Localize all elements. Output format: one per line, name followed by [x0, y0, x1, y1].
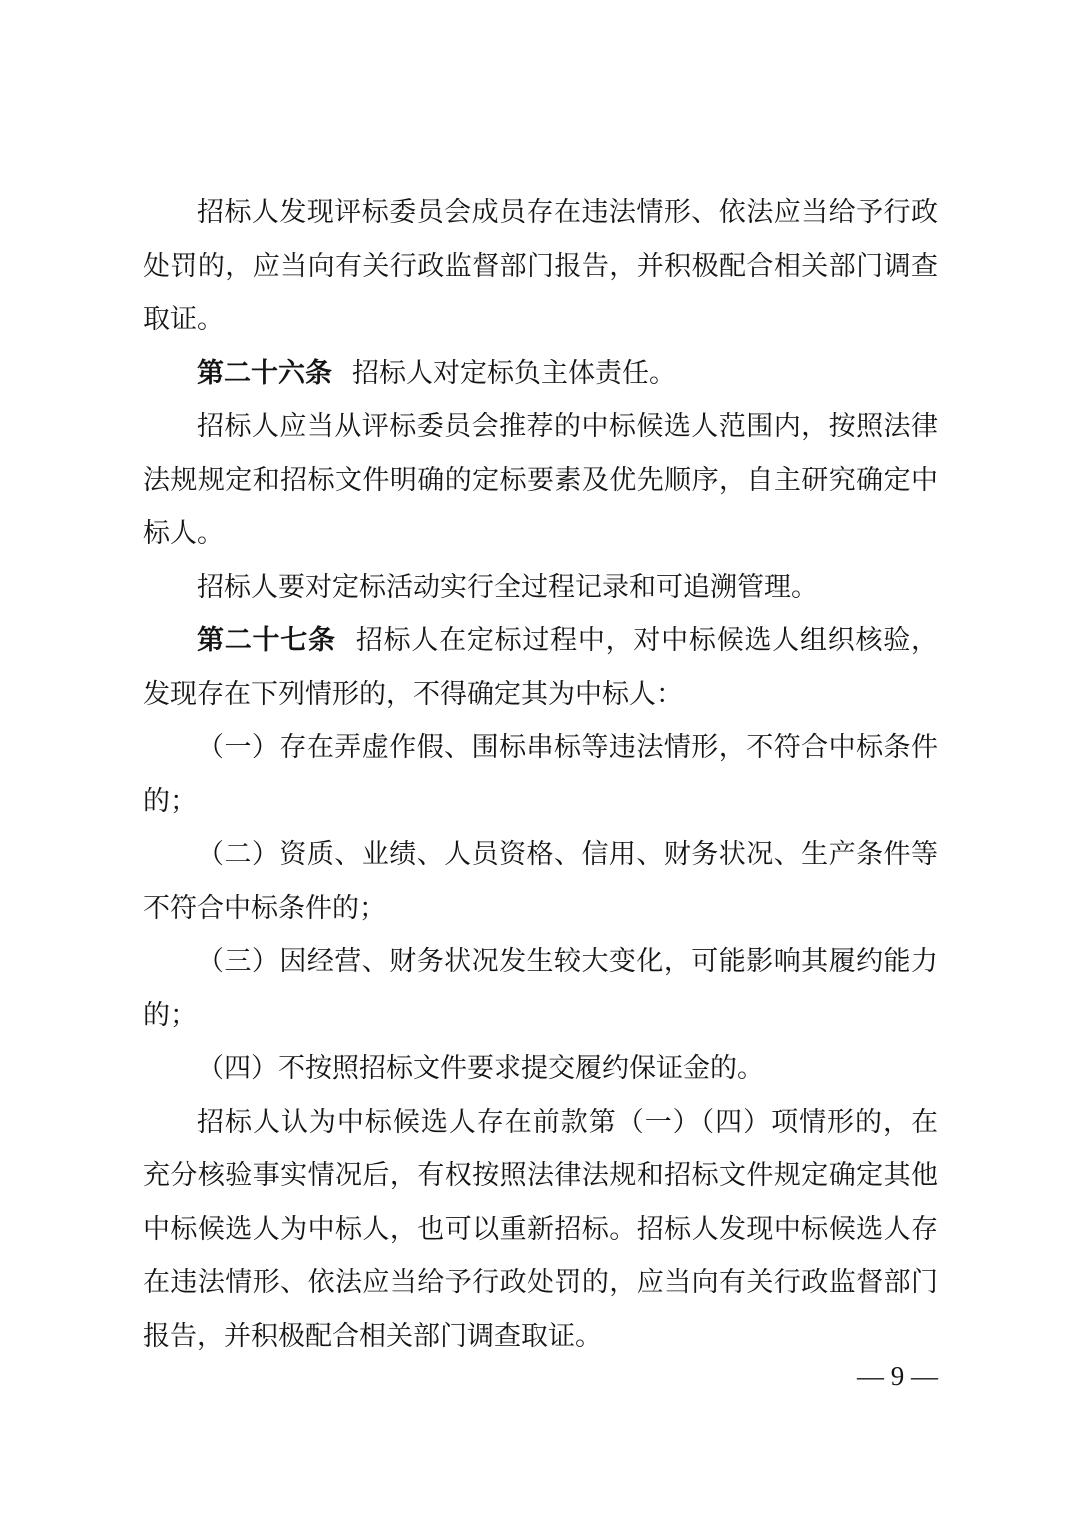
paragraph-text: 招标人应当从评标委员会推荐的中标候选人范围内，按照法律法规规定和招标文件明确的定标要素及优先顺序，自主研究确定中标人。	[143, 411, 938, 548]
paragraph	[143, 186, 938, 347]
paragraph-text: 招标人要对定标活动实行全过程记录和可追溯管理。	[197, 571, 818, 602]
page-number: — 9 —	[857, 1361, 938, 1391]
paragraph-text: 招标人在定标过程中，对中标候选人组织核验，发现存在下列情形的，不得确定其为中标人：	[143, 625, 939, 709]
paragraph-item-4	[143, 1042, 938, 1096]
paragraph-article-27	[143, 614, 938, 721]
paragraph-item-1	[143, 721, 938, 828]
paragraph-text: （一）存在弄虚作假、围标串标等违法情形，不符合中标条件的；	[143, 732, 938, 816]
paragraph-item-2	[143, 828, 938, 935]
paragraph-article-26	[143, 347, 938, 401]
paragraph	[143, 561, 938, 615]
paragraph-text: 招标人认为中标候选人存在前款第（一）（四）项情形的，在充分核验事实情况后，有权按照法律法规和招标文件规定确定其他中标候选人为中标人，也可以重新招标。招标人发现中标候选人存在违法情形、依法应当给予行政处罚的，应当向有关行政监督部门报告，并积极配合相关部门调查取证。	[143, 1106, 938, 1351]
paragraph-text: 招标人对定标负主体责任。	[352, 357, 676, 388]
paragraph-text: 招标人发现评标委员会成员存在违法情形、依法应当给予行政处罚的，应当向有关行政监督部门报告，并积极配合相关部门调查取证。	[143, 197, 938, 334]
paragraph	[143, 400, 938, 561]
article-number: 第二十七条	[197, 625, 336, 655]
paragraph	[143, 1096, 938, 1364]
paragraph-text: （三）因经营、财务状况发生较大变化，可能影响其履约能力的；	[143, 946, 938, 1030]
document-body	[143, 186, 938, 1390]
paragraph-text: （四）不按照招标文件要求提交履约保证金的。	[197, 1053, 764, 1083]
paragraph-text: （二）资质、业绩、人员资格、信用、财务状况、生产条件等不符合中标条件的；	[143, 839, 938, 923]
paragraph-item-3	[143, 935, 938, 1042]
article-number: 第二十六条	[197, 357, 332, 388]
